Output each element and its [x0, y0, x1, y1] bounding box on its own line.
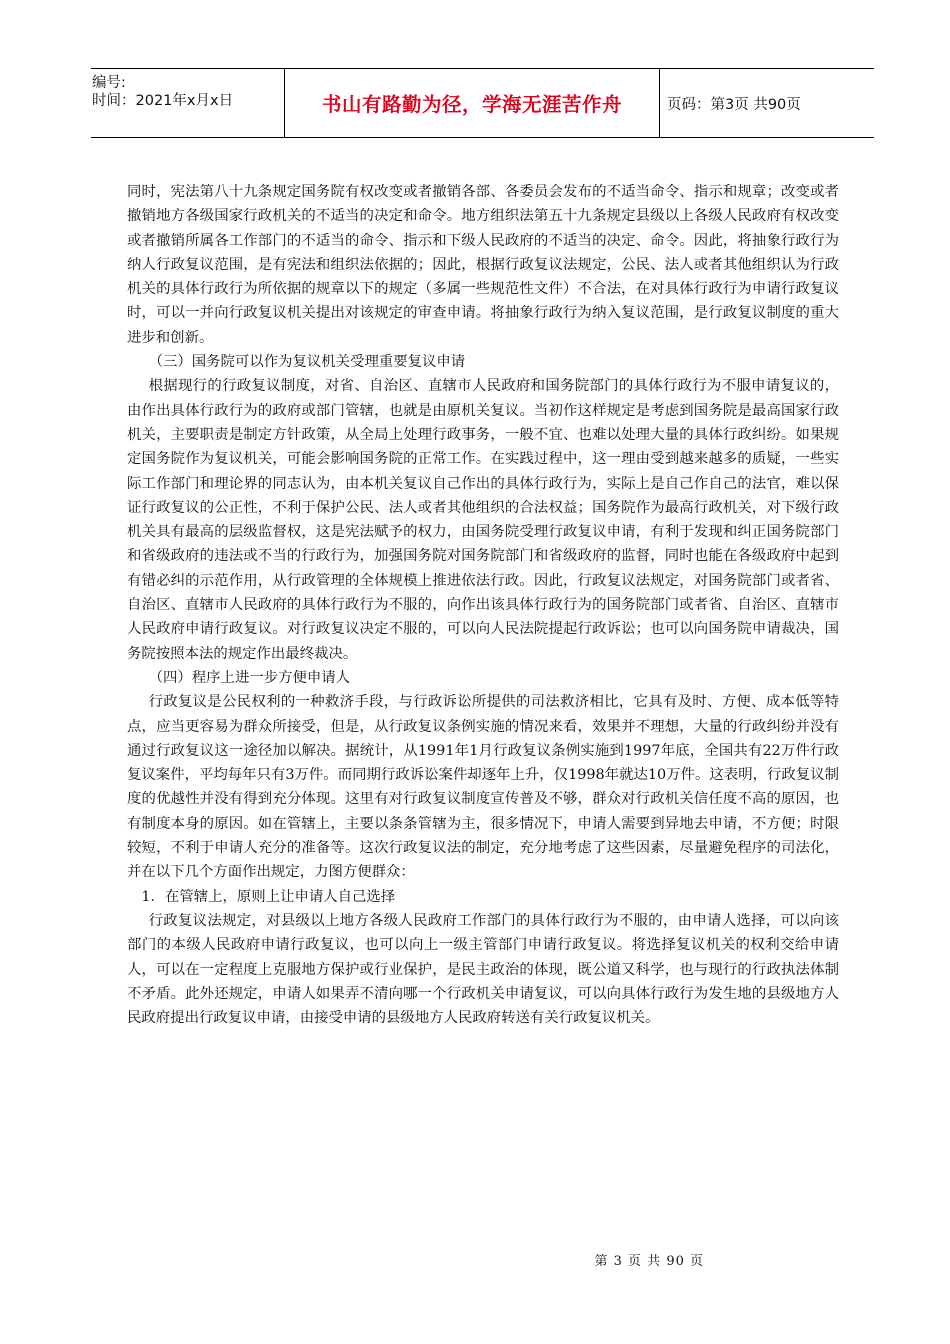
page-footer: 第 3 页 共 90 页: [594, 1254, 704, 1269]
time-label: 时间：2021年x月x日: [92, 93, 234, 109]
header-motto-cell: [284, 69, 660, 137]
page-label: 页码：第3页 共90页: [667, 97, 801, 113]
paragraph: 同时，宪法第八十九条规定国务院有权改变或者撤销各部、各委员会发布的不适当命令、指示和规章；改变或者撤销地方各级国家行政机关的不适当的决定和命令。地方组织法第五十九条规定县级以上各级人民政府有权改变或者撤销所属各工作部门的不适当的命令、指示和下级人民政府的不适当的决定、命令。因此，将抽象行政行为纳人行政复议范围，是有宪法和组织法依据的；因此，根据行政复议法规定，公民、法人或者其他组织认为行政机关的具体行政行为所依据的规章以下的规定（多属一些规范性文件）不合法，在对具体行政行为申请行政复议时，可以一并向行政复议机关提出对该规定的审查申请。将抽象行政行为纳入复议范围，是行政复议制度的重大进步和创新。: [127, 184, 839, 346]
subsection-heading: 1．在管辖上，原则上让申请人自己选择: [141, 888, 396, 905]
paragraph: 行政复议法规定，对县级以上地方各级人民政府工作部门的具体行政行为不服的，由申请人选择，可以向该部门的本级人民政府申请行政复议，也可以向上一级主管部门申请行政复议。将选择复议机关的权利交给申请人，可以在一定程度上克服地方保护或行业保护，是民主政治的体现，既公道又科学，也与现行的行政执法体制不矛盾。此外还规定，申请人如果弄不清向哪一个行政机关申请复议，可以向具体行政行为发生地的县级地方人民政府提出行政复议申请，由接受申请的县级地方人民政府转送有关行政复议机关。: [127, 912, 839, 1027]
motto: 书山有路勤为径，学海无涯苦作舟: [321, 93, 622, 116]
page-header: [91, 68, 874, 138]
document-body: [127, 180, 839, 1030]
section-heading: （三）国务院可以作为复议机关受理重要复议申请: [148, 354, 466, 371]
number-label: 编号:: [92, 75, 126, 91]
header-meta: [91, 69, 284, 137]
section-heading: （四）程序上进一步方便申请人: [148, 669, 351, 686]
paragraph: 行政复议是公民权利的一种救济手段，与行政诉讼所提供的司法救济相比，它具有及时、方便、成本低等特点，应当更容易为群众所接受，但是，从行政复议条例实施的情况来看，效果并不理想，大量的行政纠纷并没有通过行政复议这一途径加以解决。据统计，从1991年1月行政复议条例实施到1997年底，全国共有22万件行政复议案件，平均每年只有3万件。而同期行政诉讼案件却逐年上升，仅1998年就达10万件。这表明，行政复议制度的优越性并没有得到充分体现。这里有对行政复议制度宣传普及不够，群众对行政机关信任度不高的原因，也有制度本身的原因。如在管辖上，主要以条条管辖为主，很多情况下，申请人需要到异地去申请，不方便；时限较短，不利于申请人充分的准备等。这次行政复议法的制定，充分地考虑了这些因素，尽量避免程序的司法化，并在以下几个方面作出规定，力图方便群众：: [127, 694, 839, 881]
paragraph: 根据现行的行政复议制度，对省、自治区、直辖市人民政府和国务院部门的具体行政行为不服申请复议的，由作出具体行政行为的政府或部门管辖，也就是由原机关复议。当初作这样规定是考虑到国务院是最高国家行政机关，主要职责是制定方针政策，从全局上处理行政事务，一般不宜、也难以处理大量的具体行政纠纷。如果规定国务院作为复议机关，可能会影响国务院的正常工作。在实践过程中，这一理由受到越来越多的质疑，一些实际工作部门和理论界的同志认为，由本机关复议自己作出的具体行政行为，实际上是自己作自己的法官，难以保证行政复议的公正性，不利于保护公民、法人或者其他组织的合法权益；国务院作为最高行政机关，对下级行政机关具有最高的层级监督权，这是宪法赋予的权力，由国务院受理行政复议申请，有利于发现和纠正国务院部门和省级政府的违法或不当的行政行为，加强国务院对国务院部门和省级政府的监督，同时也能在各级政府中起到有错必纠的示范作用，从行政管理的全体规模上推进依法行政。因此，行政复议法规定，对国务院部门或者省、自治区、直辖市人民政府的具体行政行为不服的，向作出该具体行政行为的国务院部门或者省、自治区、直辖市人民政府申请行政复议。对行政复议决定不服的，可以向人民法院提起行政诉讼；也可以向国务院申请裁决，国务院按照本法的规定作出最终裁决。: [127, 378, 839, 662]
header-page-cell: [659, 69, 874, 137]
